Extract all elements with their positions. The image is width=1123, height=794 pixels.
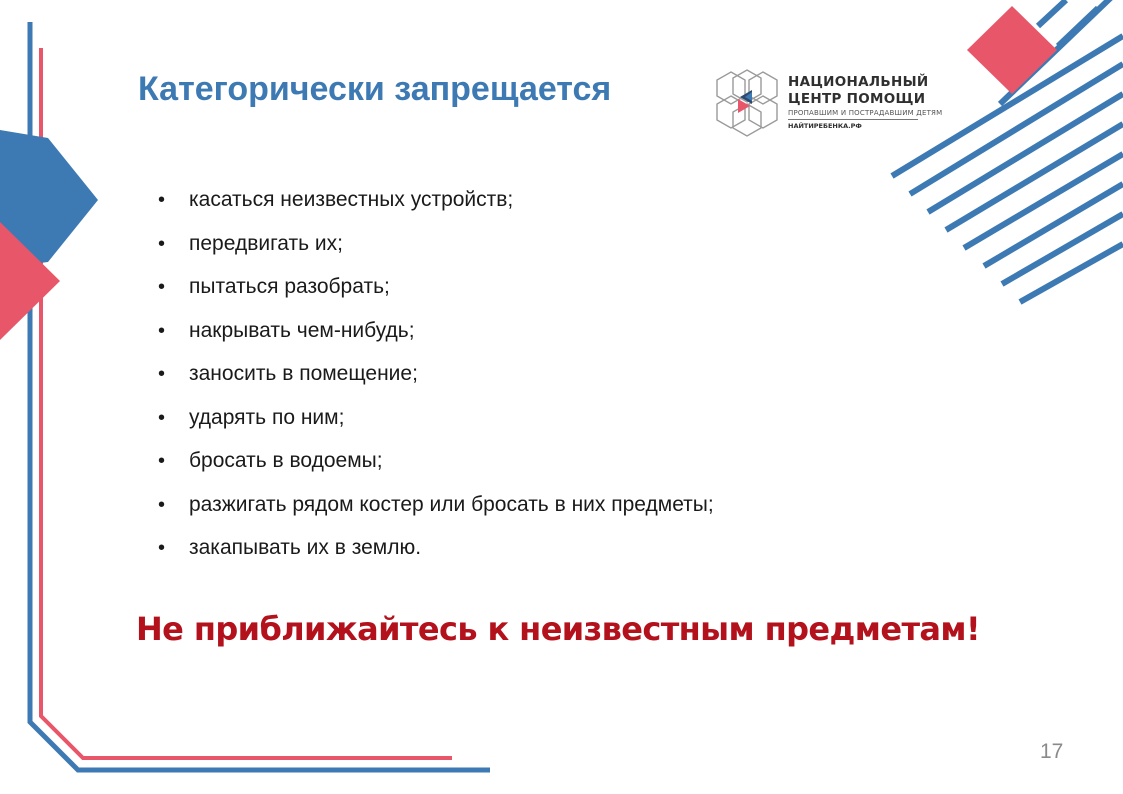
list-item: • закапывать их в землю. (158, 530, 714, 574)
prohibited-actions-list (158, 182, 714, 574)
list-item: • пытаться разобрать; (158, 269, 714, 313)
logo-line-2: ЦЕНТР ПОМОЩИ (788, 91, 926, 107)
list-item: • накрывать чем-нибудь; (158, 313, 714, 357)
list-item: • заносить в помещение; (158, 356, 714, 400)
logo-hexagon-icon (714, 68, 780, 138)
list-item: • передвигать их; (158, 226, 714, 270)
list-item: • бросать в водоемы; (158, 443, 714, 487)
warning-message: Не приближайтесь к неизвестным предметам! (136, 610, 980, 648)
page-number: 17 (1040, 740, 1064, 763)
logo-line-3: ПРОПАВШИМ И ПОСТРАДАВШИМ ДЕТЯМ (788, 109, 943, 117)
logo-website: НАЙТИРЕБЕНКА.РФ (788, 122, 862, 130)
slide-title: Категорически запрещается (138, 70, 612, 108)
list-item: • разжигать рядом костер или бросать в них предметы; (158, 487, 714, 531)
organization-logo (714, 68, 943, 138)
logo-divider (788, 119, 918, 120)
logo-line-1: НАЦИОНАЛЬНЫЙ (788, 74, 929, 90)
list-item: • ударять по ним; (158, 400, 714, 444)
list-item: • касаться неизвестных устройств; (158, 182, 714, 226)
